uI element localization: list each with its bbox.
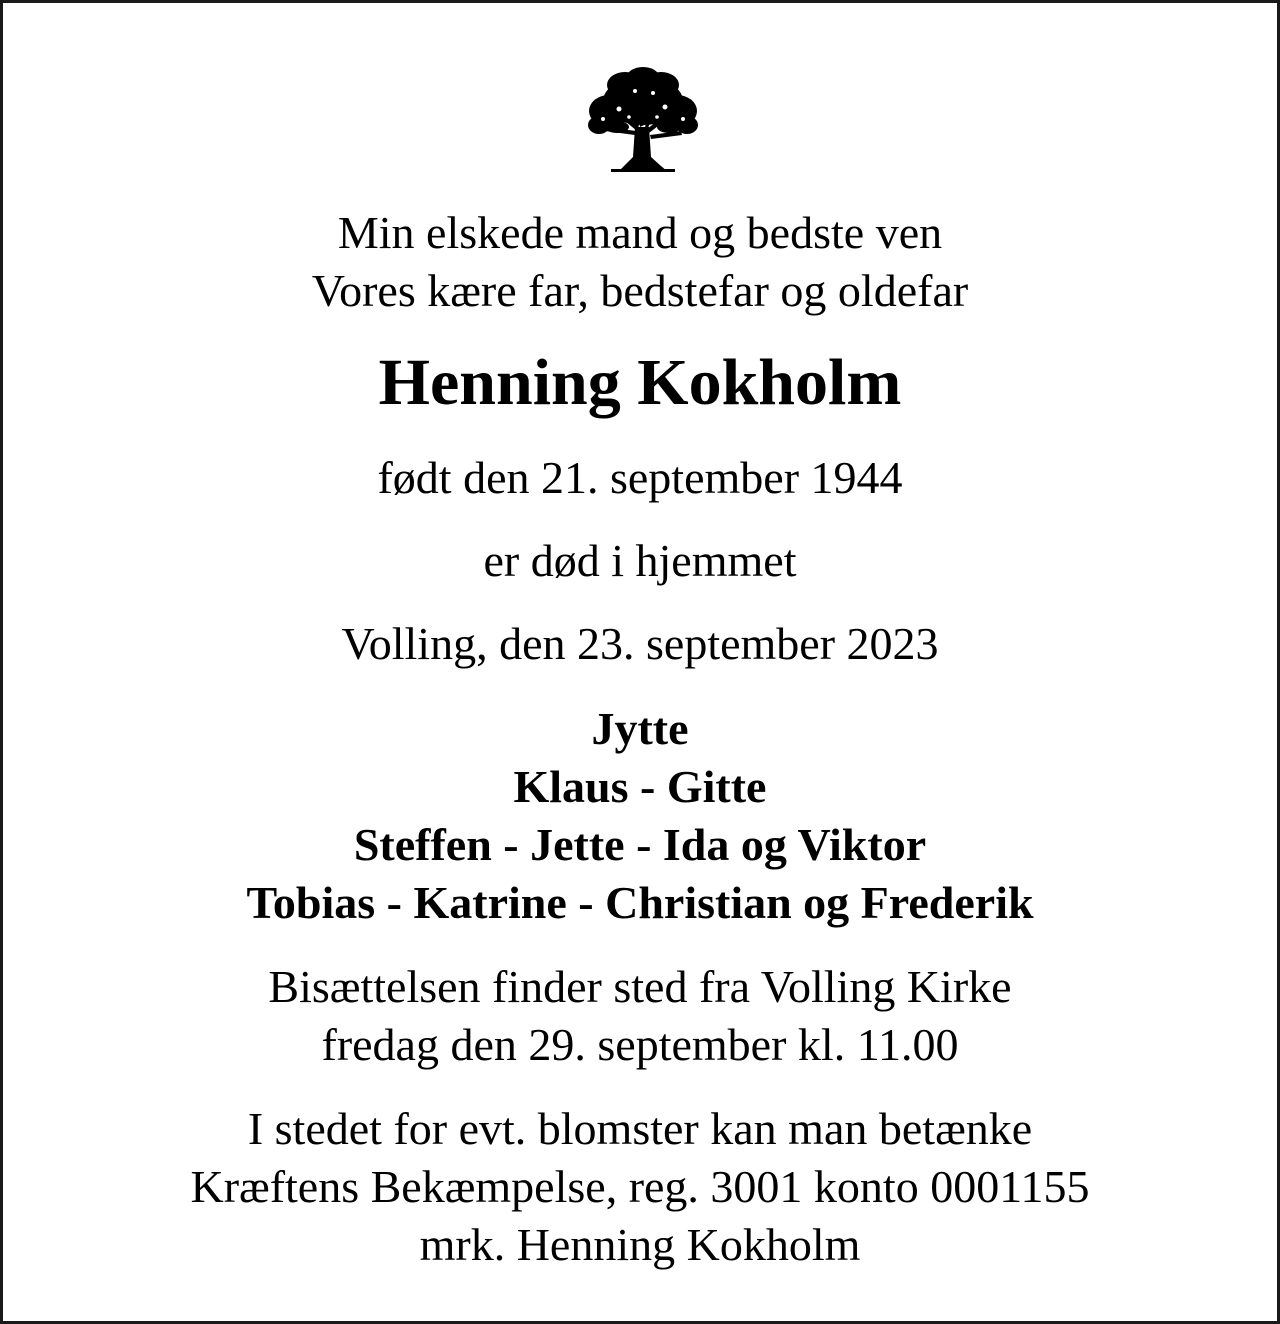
- family-line-2: Klaus - Gitte: [513, 761, 767, 812]
- family-line-1: Jytte: [591, 703, 689, 754]
- donation-line-1: I stedet for evt. blomster kan man betænke: [247, 1103, 1033, 1154]
- tree-icon: [585, 65, 701, 175]
- family-line-4: Tobias - Katrine - Christian og Frederik: [246, 877, 1034, 928]
- funeral-line-1: Bisættelsen finder sted fra Volling Kirke: [268, 961, 1012, 1012]
- donation-line-2: Kræftens Bekæmpelse, reg. 3001 konto 0001155: [190, 1161, 1090, 1212]
- funeral-line-2: fredag den 29. september kl. 11.00: [321, 1019, 959, 1070]
- birth-date: født den 21. september 1944: [377, 452, 903, 503]
- place-and-date: Volling, den 23. september 2023: [341, 618, 939, 669]
- deceased-name: Henning Kokholm: [378, 346, 902, 419]
- donation-line-3: mrk. Henning Kokholm: [419, 1219, 861, 1270]
- family-line-3: Steffen - Jette - Ida og Viktor: [353, 819, 927, 870]
- death-statement: er død i hjemmet: [483, 535, 797, 586]
- intro-line-2: Vores kære far, bedstefar og oldefar: [311, 265, 969, 316]
- intro-line-1: Min elskede mand og bedste ven: [337, 207, 943, 258]
